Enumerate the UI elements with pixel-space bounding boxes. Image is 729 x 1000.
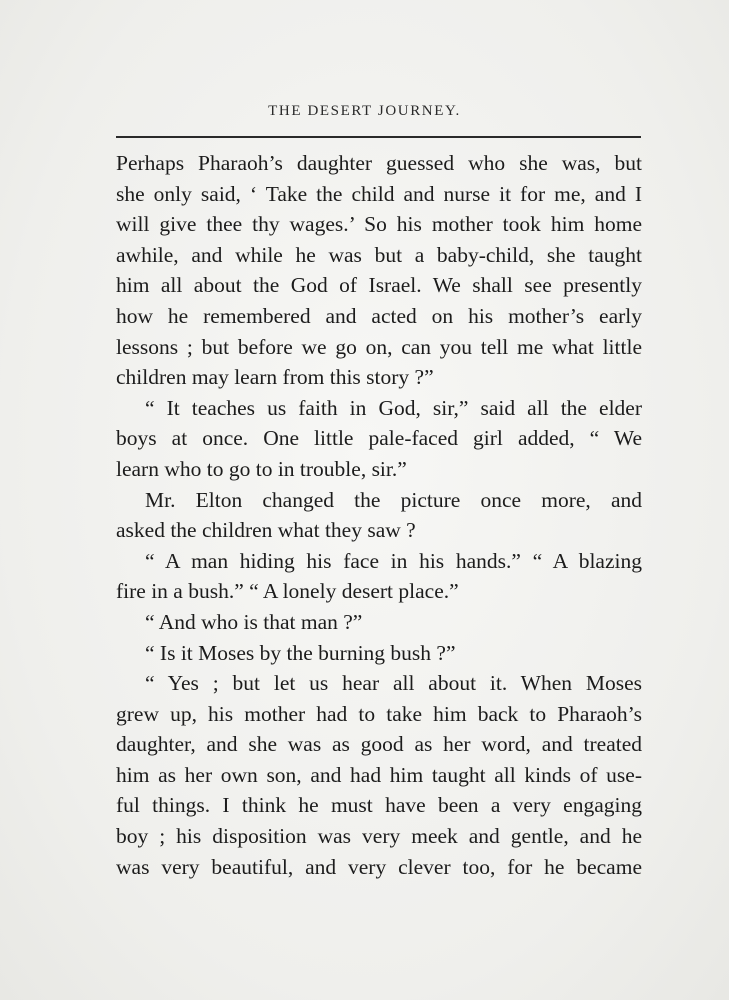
running-head: THE DESERT JOURNEY. <box>268 103 461 119</box>
text-line: boys at once. One little pale-faced girl added, “ We <box>116 426 642 451</box>
text-line: grew up, his mother had to take him back to Pharaoh’s <box>116 701 642 726</box>
text-line: “ Yes ; but let us hear all about it. When Moses <box>145 671 642 696</box>
text-line: ful things. I think he must have been a very engaging <box>116 793 642 818</box>
text-line: children may learn from this story ?” <box>116 365 434 390</box>
text-line: “ A man hiding his face in his hands.” “ A blazing <box>145 548 642 573</box>
text-line: boy ; his disposition was very meek and gentle, and he <box>116 824 642 849</box>
text-line: “ It teaches us faith in God, sir,” said all the elder <box>145 395 642 420</box>
text-line: him as her own son, and had him taught all kinds of use- <box>116 762 642 787</box>
text-line: daughter, and she was as good as her word, and treated <box>116 732 642 757</box>
text-line: fire in a bush.” “ A lonely desert place.” <box>116 579 459 604</box>
text-line: asked the children what they saw ? <box>116 518 416 543</box>
text-line: Perhaps Pharaoh’s daughter guessed who she was, but <box>116 151 642 175</box>
text-line: “ Is it Moses by the burning bush ?” <box>145 640 456 665</box>
text-line: “ And who is that man ?” <box>145 609 363 634</box>
text-line: awhile, and while he was but a baby-child, she taught <box>116 242 642 267</box>
text-line: was very beautiful, and very clever too, for he became <box>116 854 642 879</box>
text-line: lessons ; but before we go on, can you tell me what little <box>116 334 642 359</box>
header-rule <box>116 136 641 138</box>
text-line: how he remembered and acted on his mother’s early <box>116 303 642 328</box>
text-line: him all about the God of Israel. We shall see presently <box>116 273 642 298</box>
text-line: Mr. Elton changed the picture once more, and <box>145 487 642 512</box>
body-text <box>116 148 642 882</box>
text-line: learn who to go to in trouble, sir.” <box>116 456 407 481</box>
text-line: will give thee thy wages.’ So his mother took him home <box>116 212 642 237</box>
text-line: she only said, ‘ Take the child and nurse it for me, and I <box>116 181 642 206</box>
